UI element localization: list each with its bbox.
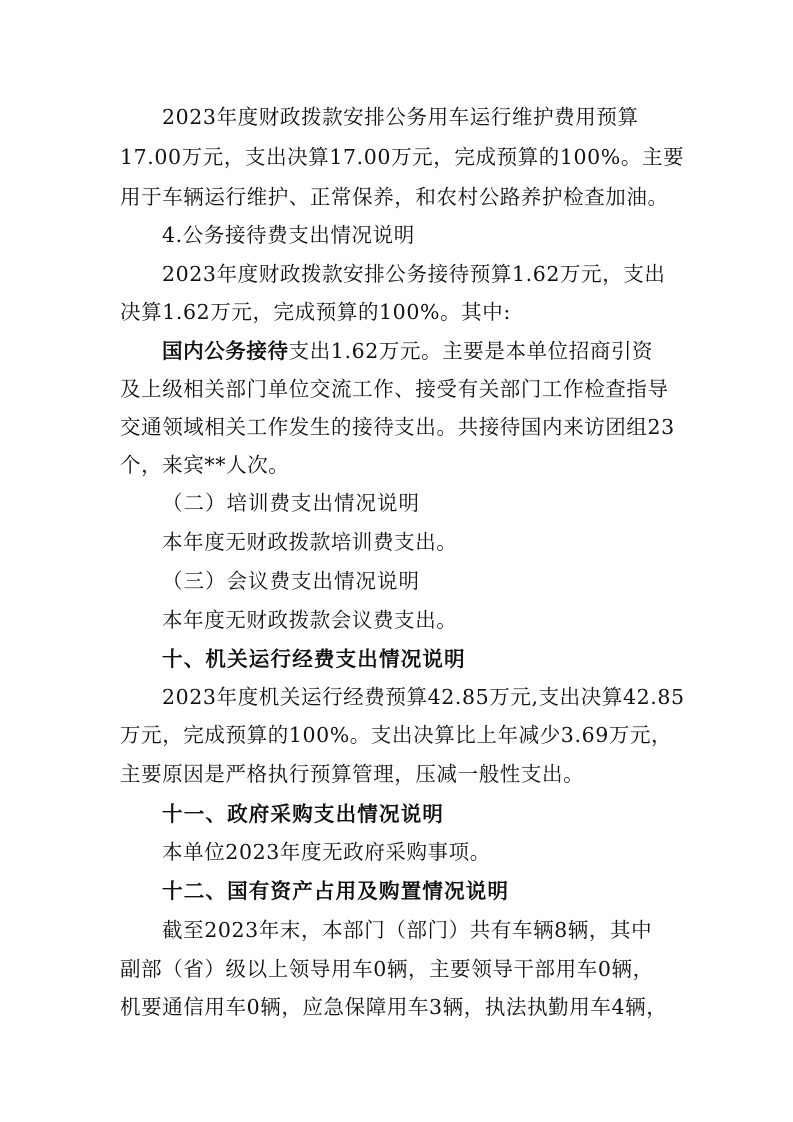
paragraph-line: 及上级相关部门单位交流工作、接受有关部门工作检查指导 [120, 377, 669, 401]
paragraph-line: 决算1.62万元，完成预算的100%。其中: [120, 300, 511, 324]
paragraph-line: 17.00万元，支出决算17.00万元，完成预算的100%。主要 [120, 145, 685, 169]
paragraph-line: 2023年度财政拨款安排公务用车运行维护费用预算 [162, 105, 639, 129]
paragraph-line: 交通领域相关工作发生的接待支出。共接待国内来访团组23 [120, 415, 675, 439]
paragraph-line: 机要通信用车0辆，应急保障用车3辆，执法执勤用车4辆， [120, 995, 668, 1019]
subsection-heading: （二）培训费支出情况说明 [162, 491, 420, 515]
paragraph-line: 2023年度财政拨款安排公务接待预算1.62万元，支出 [162, 262, 666, 286]
paragraph-line: 万元，完成预算的100%。支出决算比上年减少3.69万元， [120, 723, 673, 747]
paragraph-line: 个，来宾**人次。 [120, 453, 290, 477]
section-heading: 十一、政府采购支出情况说明 [162, 802, 445, 826]
paragraph-line: 2023年度机关运行经费预算42.85万元,支出决算42.85 [162, 685, 685, 709]
section-heading: 十二、国有资产占用及购置情况说明 [162, 879, 510, 903]
paragraph-line [162, 337, 653, 365]
paragraph-line: 副部（省）级以上领导用车0辆，主要领导干部用车0辆， [120, 957, 654, 981]
section-heading: 十、机关运行经费支出情况说明 [162, 647, 466, 671]
subsection-heading: （三）会议费支出情况说明 [162, 569, 420, 593]
section-heading: 4.公务接待费支出情况说明 [162, 223, 415, 247]
paragraph-line: 用于车辆运行维护、正常保养，和农村公路养护检查加油。 [120, 185, 669, 209]
paragraph-line: 主要原因是严格执行预算管理，压减一般性支出。 [120, 762, 585, 786]
domestic-reception-label: 国内公务接待 [162, 339, 289, 363]
paragraph-line: 本单位2023年度无政府采购事项。 [162, 840, 491, 864]
paragraph-text: 支出1.62万元。主要是本单位招商引资 [288, 339, 654, 363]
paragraph-line: 本年度无财政拨款培训费支出。 [162, 530, 458, 554]
paragraph-line: 本年度无财政拨款会议费支出。 [162, 608, 458, 632]
paragraph-line: 截至2023年末，本部门（部门）共有车辆8辆，其中 [162, 918, 653, 942]
